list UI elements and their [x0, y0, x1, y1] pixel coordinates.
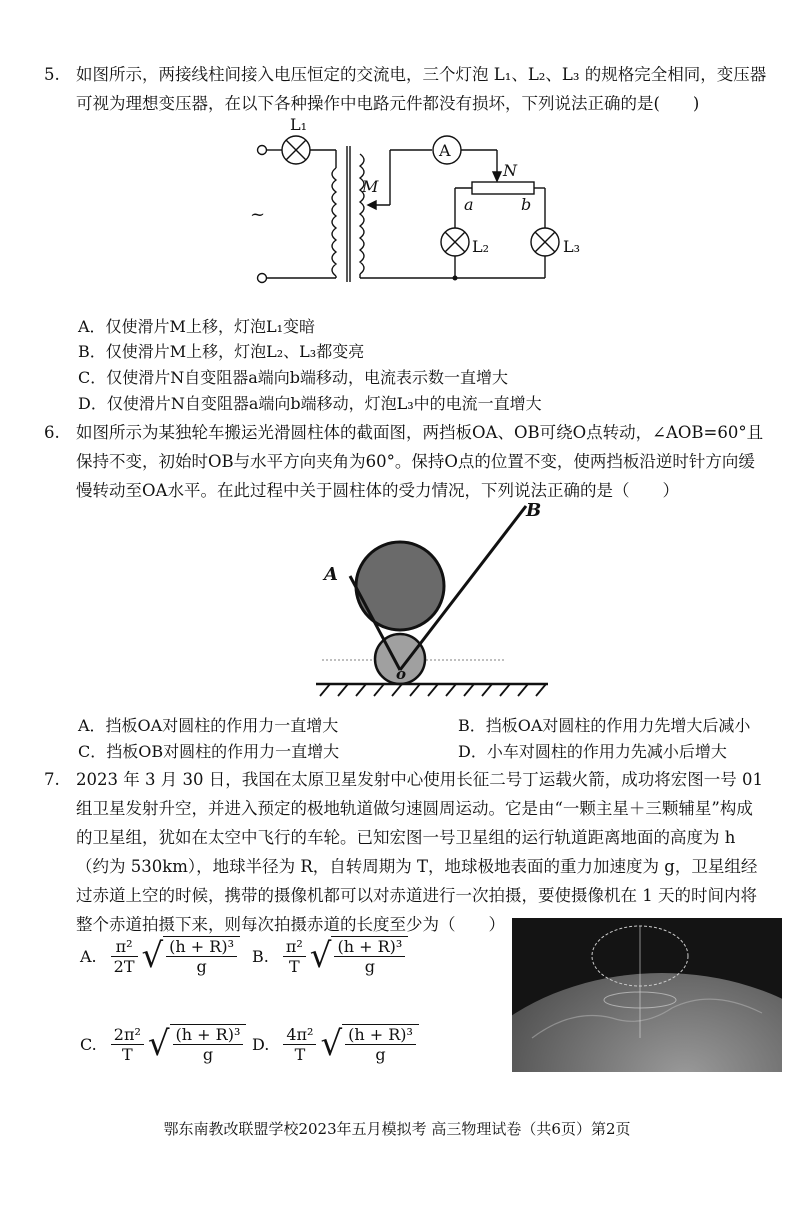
option-label: B.: [252, 946, 269, 966]
coefficient-numerator: 2π²: [111, 1025, 144, 1045]
page-footer: 鄂东南教改联盟学校2023年五月模拟考 高三物理试卷（共6页）第2页: [163, 1120, 631, 1138]
coefficient-numerator: π²: [111, 937, 138, 957]
radicand-numerator: (h + R)³: [166, 937, 237, 957]
coefficient-denominator: T: [294, 1044, 306, 1064]
earth-illustration: [512, 918, 782, 1072]
radicand-numerator: (h + R)³: [345, 1025, 416, 1045]
question-text: 如图所示为某独轮车搬运光滑圆柱体的截面图，两挡板OA、OB可绕O点转动，∠AOB=60°且保持不变，初始时OB与水平方向夹角为60°。保持O点的位置不变，使两挡板沿逆时针方向缓慢转动至OA水平。在此过程中关于圆柱体的受力情况，下列说法正确的是（ ）: [76, 423, 764, 500]
option-label: A.: [80, 946, 97, 966]
coefficient-numerator: π²: [283, 937, 306, 957]
option-d: [252, 1024, 419, 1064]
sqrt-icon: √: [147, 1024, 170, 1064]
option-a: [80, 936, 240, 976]
radicand-denominator: g: [196, 957, 207, 976]
coefficient-denominator: 2T: [113, 956, 135, 976]
coefficient-denominator: T: [121, 1044, 133, 1064]
ammeter-label: A: [439, 141, 451, 160]
coefficient-numerator: 4π²: [283, 1025, 316, 1045]
radicand-numerator: (h + R)³: [334, 937, 405, 957]
circuit-diagram: [250, 110, 580, 292]
question-text: 如图所示，两接线柱间接入电压恒定的交流电，三个灯泡 L₁、L₂、L₃ 的规格完全相同，变压器可视为理想变压器，在以下各种操作中电路元件都没有损坏，下列说法正确的是( ): [76, 65, 767, 113]
label-m: M: [362, 177, 379, 196]
ac-source-symbol: ~: [250, 204, 266, 225]
option-label: C.: [80, 1034, 97, 1054]
label-b: B: [526, 500, 542, 521]
option-d: D．仅使滑片N自变阻器a端向b端移动，灯泡L₃中的电流一直增大: [78, 394, 542, 413]
sqrt-icon: √: [320, 1024, 343, 1064]
option-a: A．挡板OA对圆柱的作用力一直增大: [78, 716, 339, 735]
label-b: b: [521, 195, 532, 214]
radicand-numerator: (h + R)³: [173, 1025, 244, 1045]
label-l3: L₃: [563, 237, 580, 256]
sqrt-icon: √: [141, 936, 164, 976]
option-a: A．仅使滑片M上移，灯泡L₁变暗: [78, 317, 315, 336]
label-a: A: [324, 564, 338, 585]
question-number: 6.: [44, 423, 60, 442]
radicand-denominator: g: [202, 1045, 214, 1064]
option-c: C．仅使滑片N自变阻器a端向b端移动，电流表示数一直增大: [78, 368, 509, 387]
option-c: [80, 1024, 246, 1064]
label-l2: L₂: [472, 237, 490, 256]
option-b: B．仅使滑片M上移，灯泡L₂、L₃都变亮: [78, 342, 365, 361]
earth-satellite-photo: [512, 918, 782, 1072]
label-a: a: [464, 195, 474, 214]
question-text: 2023 年 3 月 30 日，我国在太原卫星发射中心使用长征二号丁运载火箭，成功将宏图一号 01 组卫星发射升空，并进入预定的极地轨道做匀速圆周运动。它是由“一颗主星＋三颗辅星”构成的卫星组，犹如在太空中飞行的车轮。已知宏图一号卫星组的运行轨道距离地面的高度为 h（约为 530km），地球半径为 R，自转周期为 T，地球极地表面的重力加速度为 g，卫星组经过赤道上空的时候，携带的摄像机都可以对赤道进行一次拍摄，要使摄像机在 1 天的时间内将整个赤道拍摄下来，则每次拍摄赤道的长度至少为（ ）: [76, 770, 763, 934]
label-o: o: [396, 665, 407, 683]
cylinder-diagram: [310, 496, 560, 706]
option-b: [252, 936, 408, 976]
option-d: D．小车对圆柱的作用力先减小后增大: [458, 742, 727, 761]
sqrt-icon: √: [309, 936, 332, 976]
label-l1: L₁: [290, 115, 308, 134]
radicand-denominator: g: [364, 957, 375, 976]
radicand-denominator: g: [375, 1045, 386, 1064]
question-number: 7.: [44, 770, 60, 789]
label-n: N: [503, 161, 517, 180]
coefficient-denominator: T: [288, 956, 300, 976]
option-c: C．挡板OB对圆柱的作用力一直增大: [78, 742, 340, 761]
option-label: D.: [252, 1034, 270, 1054]
question-number: 5.: [44, 65, 60, 84]
option-b: B．挡板OA对圆柱的作用力先增大后减小: [458, 716, 751, 735]
